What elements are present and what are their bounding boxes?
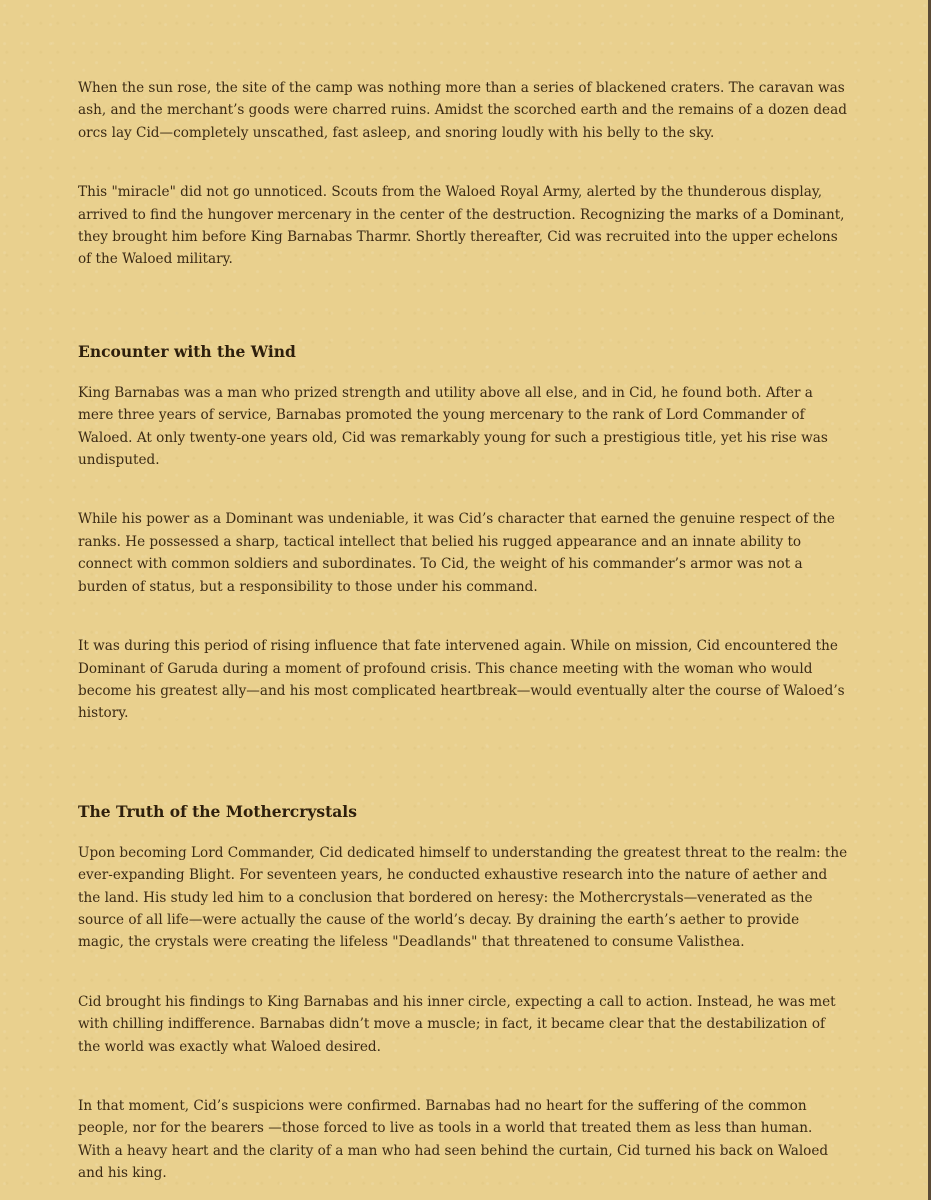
paragraph-departure: In that moment, Cid’s suspicions were confirmed. Barnabas had no heart for the suffering of the common people, nor for the bearers —those forced to live as tools in a world that treated them as less than human. With a heavy heart and the clarity of a man who had seen behind the curtain, Cid turned his back on Waloed and his king.: [78, 1097, 829, 1182]
paragraph-camp-aftermath: When the sun rose, the site of the camp was nothing more than a series of blackened craters. The caravan was ash, and the merchant’s goods were charred ruins. Amidst the scorched earth and the remains of a dozen dead orcs lay Cid—completely unscathed, fast asleep, and snoring loudly with his belly to the sky.: [78, 80, 847, 141]
heading-truth-of-the-mothercrystals: The Truth of the Mothercrystals: [78, 801, 357, 821]
paragraph-research: Upon becoming Lord Commander, Cid dedicated himself to understanding the greatest threat to the realm: the ever-expanding Blight. For seventeen years, he conducted exhaustive research into the nature of aether and the land. His study led him to a conclusion that bordered on heresy: the Mothercrystals—venerated as the source of all life—were actually the cause of the world’s decay. By draining the earth’s aether to provide magic, the crystals were creating the lifeless "Deadlands" that threatened to consume Valisthea.: [78, 844, 848, 951]
paragraph-lord-commander: King Barnabas was a man who prized strength and utility above all else, and in Cid, he found both. After a mere three years of service, Barnabas promoted the young mercenary to the rank of Lord Commander of Waloed. At only twenty-one years old, Cid was remarkably young for such a prestigious title, yet his rise was undisputed.: [78, 384, 828, 469]
paragraph-miracle: This "miracle" did not go unnoticed. Scouts from the Waloed Royal Army, alerted by the thunderous display, arrived to find the hungover mercenary in the center of the destruction. Recognizing the marks of a Dominant, they brought him before King Barnabas Tharmr. Shortly thereafter, Cid was recruited into the upper echelons of the Waloed military.: [78, 184, 845, 268]
paragraph-fate: It was during this period of rising influence that fate intervened again. While on mission, Cid encountered the Dominant of Garuda during a moment of profound crisis. This chance meeting with the woman who would become his greatest ally—and his most complicated heartbreak—would eventually alter the course of Waloed’s history.: [78, 638, 845, 722]
paragraph-character: While his power as a Dominant was undeniable, it was Cid’s character that earned the genuine respect of the ranks. He possessed a sharp, tactical intellect that belied his rugged appearance and an innate ability to connect with common soldiers and subordinates. To Cid, the weight of his commander’s armor was not a burden of status, but a responsibility to those under his command.: [78, 511, 835, 595]
article-body: [78, 77, 848, 1185]
heading-encounter-with-the-wind: Encounter with the Wind: [78, 341, 296, 361]
paragraph-indifference: Cid brought his findings to King Barnabas and his inner circle, expecting a call to action. Instead, he was met with chilling indifference. Barnabas didn’t move a muscle; in fact, it became clear that the destabilization of the world was exactly what Waloed desired.: [78, 993, 836, 1055]
